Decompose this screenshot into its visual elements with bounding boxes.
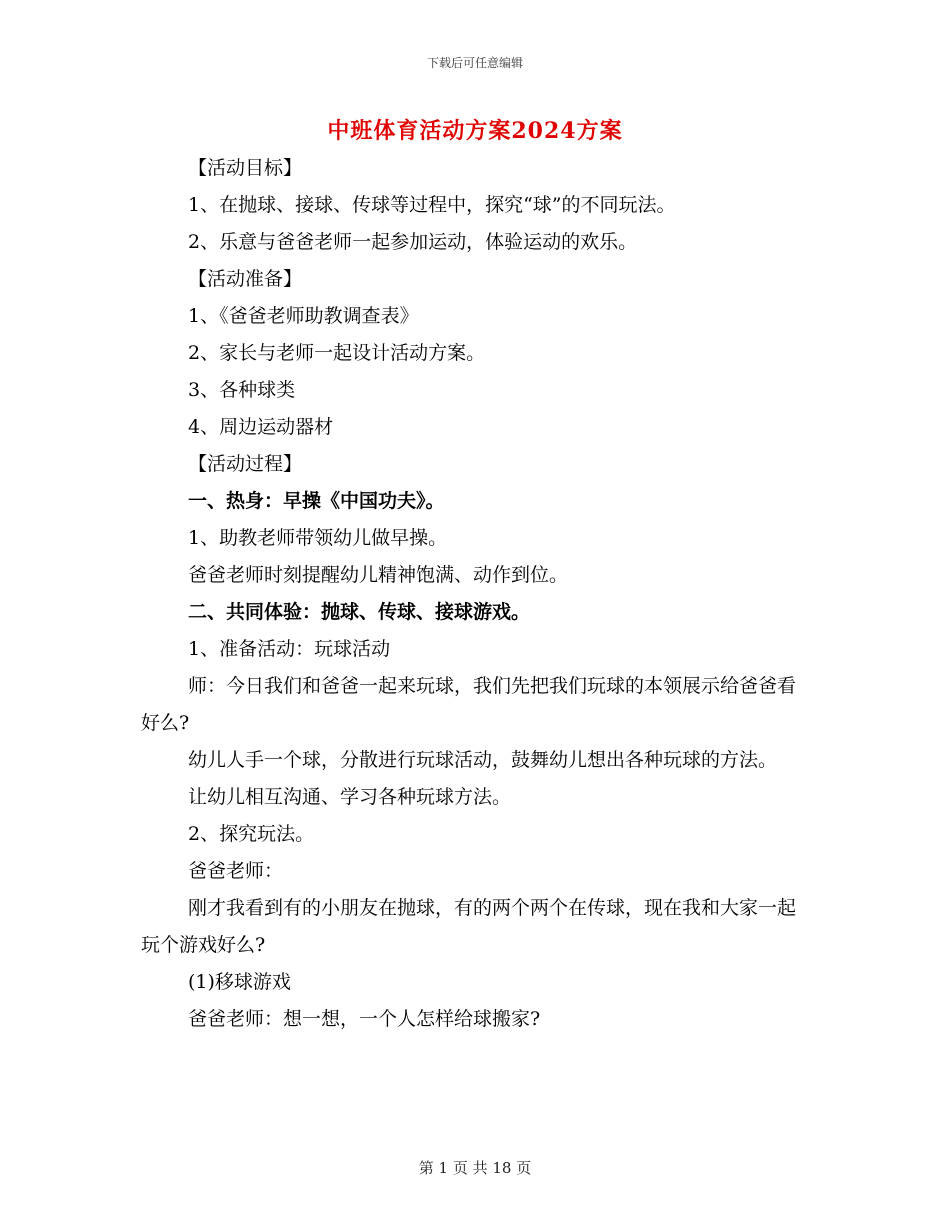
paragraph: 爸爸老师时刻提醒幼儿精神饱满、动作到位。 xyxy=(188,564,569,586)
paragraph: 爸爸老师： xyxy=(188,860,284,882)
paragraph: 3、各种球类 xyxy=(188,379,296,401)
paragraph: 1、在抛球、接球、传球等过程中，探究“球”的不同玩法。 xyxy=(188,194,676,216)
paragraph: 【活动准备】 xyxy=(188,268,303,290)
paragraph: 2、家长与老师一起设计活动方案。 xyxy=(188,342,486,364)
paragraph: 幼儿人手一个球，分散进行玩球活动，鼓舞幼儿想出各种玩球的方法。 xyxy=(188,749,778,771)
section-heading: 二、共同体验：抛球、传球、接球游戏。 xyxy=(188,601,531,623)
paragraph: (1)移球游戏 xyxy=(188,971,291,993)
document-body xyxy=(141,150,801,1038)
page-number-footer: 第 1 页 共 18 页 xyxy=(418,1159,532,1177)
section-heading: 一、热身：早操《中国功夫》。 xyxy=(188,490,445,512)
paragraph: 师：今日我们和爸爸一起来玩球，我们先把我们玩球的本领展示给爸爸看好么? xyxy=(141,675,797,734)
paragraph: 1、准备活动：玩球活动 xyxy=(188,638,391,660)
paragraph: 让幼儿相互沟通、学习各种玩球方法。 xyxy=(188,786,512,808)
paragraph: 刚才我看到有的小朋友在抛球，有的两个两个在传球，现在我和大家一起玩个游戏好么? xyxy=(141,897,797,956)
paragraph: 2、探究玩法。 xyxy=(188,823,315,845)
header-note: 下载后可任意编辑 xyxy=(426,56,523,70)
paragraph: 1、助教老师带领幼儿做早操。 xyxy=(188,527,448,549)
paragraph: 1、《爸爸老师助教调查表》 xyxy=(188,305,419,327)
paragraph: 2、乐意与爸爸老师一起参加运动，体验运动的欢乐。 xyxy=(188,231,638,253)
paragraph: 4、周边运动器材 xyxy=(188,416,334,438)
paragraph: 【活动目标】 xyxy=(188,157,303,179)
document-title: 中班体育活动方案2024方案 xyxy=(327,118,623,144)
paragraph: 【活动过程】 xyxy=(188,453,303,475)
paragraph: 爸爸老师：想一想，一个人怎样给球搬家? xyxy=(188,1008,541,1030)
